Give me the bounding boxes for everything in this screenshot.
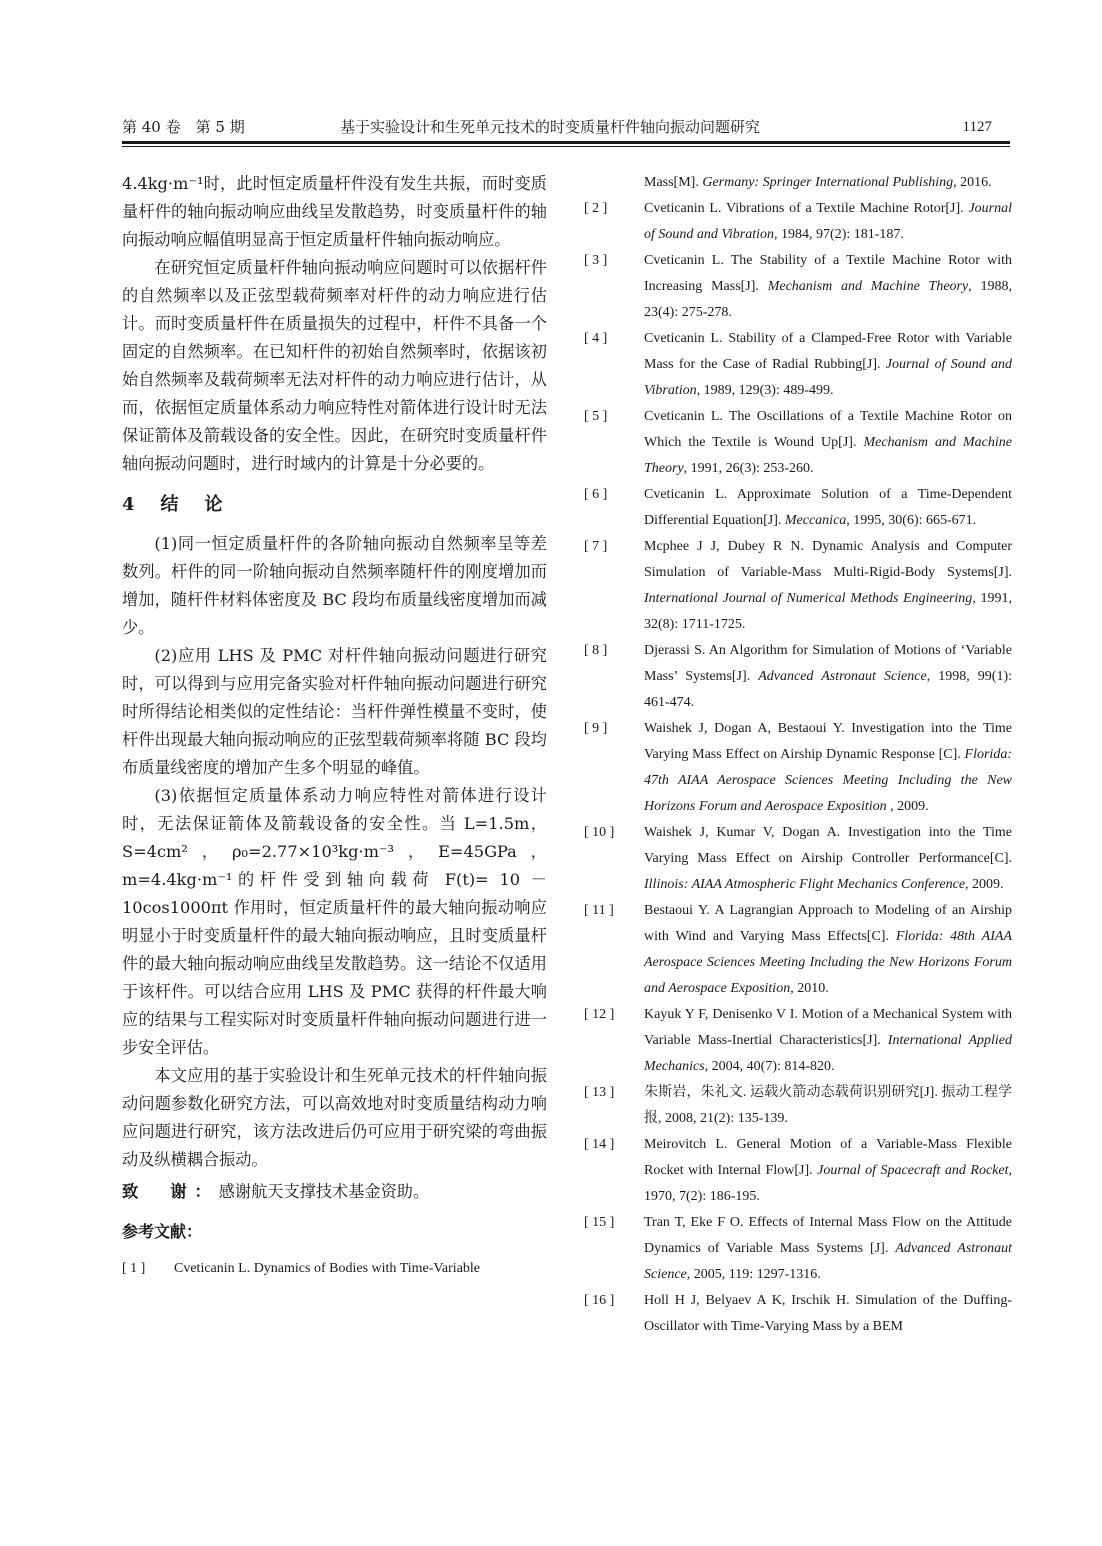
reference-source: Germany: Springer International Publishing (702, 175, 954, 190)
header-rule-thick (122, 141, 1010, 144)
reference-number: [ 4 ] (584, 331, 608, 346)
reference-text: Cveticanin L. Dynamics of Bodies with Time-Variable (174, 1261, 481, 1276)
reference-number: [ 5 ] (584, 409, 608, 424)
reference-text: Cveticanin L. The Oscillations of a Textile Machine Rotor on Which the Textile is Wound Up[J]. Mechanism and Machine Theory, 1991, 26(3): 253-260. (644, 409, 1012, 476)
reference-item (584, 1002, 1012, 1080)
reference-text: Bestaoui Y. A Lagrangian Approach to Modeling of an Airship with Wind and Varying Mass Effects[C]. Florida: 48th AIAA Aerospace Sciences Meeting Including the New Horizons Forum and Aerospace Exposition, 2010. (644, 903, 1012, 996)
reference-text: Cveticanin L. The Stability of a Textile Machine Rotor with Increasing Mass[J]. Mechanism and Machine Theory, 1988, 23(4): 275-278. (644, 253, 1012, 320)
header-rule-thin (122, 146, 1010, 147)
reference-number: [ 11 ] (584, 903, 614, 918)
reference-number: [ 12 ] (584, 1007, 615, 1022)
reference-item (584, 534, 1012, 638)
reference-item (122, 1256, 547, 1282)
reference-item (584, 898, 1012, 1002)
reference-item (584, 1288, 1012, 1340)
reference-item (584, 482, 1012, 534)
reference-text: Tran T, Eke F O. Effects of Internal Mass Flow on the Attitude Dynamics of Variable Mass Systems [J]. Advanced Astronaut Science, 2005, 119: 1297-1316. (644, 1215, 1012, 1282)
page-number: 1127 (962, 119, 992, 135)
reference-text: Kayuk Y F, Denisenko V I. Motion of a Mechanical System with Variable Mass-Inertial Characteristics[J]. International Applied Mechanics, 2004, 40(7): 814-820. (644, 1007, 1012, 1074)
journal-volume: 第 40 卷 第 5 期 (122, 118, 245, 136)
reference-number: [ 7 ] (584, 539, 608, 554)
reference-text: Djerassi S. An Algorithm for Simulation of Motions of ‘Variable Mass’ Systems[J]. Advanced Astronaut Science, 1998, 99(1): 461-474. (644, 643, 1012, 710)
reference-text: Waishek J, Dogan A, Bestaoui Y. Investigation into the Time Varying Mass Effect on Airship Dynamic Response [C]. Florida: 47th AIAA Aerospace Sciences Meeting Including the New Horizons Forum and Aerospace Exposition , 2009. (644, 721, 1012, 814)
reference-continuation (584, 170, 1012, 196)
reference-text: Mass[M]. (644, 175, 703, 190)
ack-label: 致 谢： (122, 1182, 219, 1201)
acknowledgement (122, 1178, 547, 1206)
reference-item (584, 716, 1012, 820)
reference-item (584, 248, 1012, 326)
ack-text: 感谢航天支撑技术基金资助。 (218, 1182, 430, 1201)
paragraph: 本文应用的基于实验设计和生死单元技术的杆件轴向振动问题参数化研究方法，可以高效地对时变质量结构动力响应问题进行研究，该方法改进后仍可应用于研究梁的弯曲振动及纵横耦合振动。 (122, 1066, 547, 1169)
reference-number: [ 6 ] (584, 487, 608, 502)
reference-detail: , 2016. (953, 175, 992, 190)
reference-text: Cveticanin L. Stability of a Clamped-Free Rotor with Variable Mass for the Case of Radial Rubbing[J]. Journal of Sound and Vibration, 1989, 129(3): 489-499. (644, 331, 1012, 398)
paragraph: 在研究恒定质量杆件轴向振动响应问题时可以依据杆件的自然频率以及正弦型载荷频率对杆件的动力响应进行估计。而时变质量杆件在质量损失的过程中，杆件不具备一个固定的自然频率。在已知杆件的初始自然频率时，依据该初始自然频率及载荷频率无法对杆件的动力响应进行估计，从而，依据恒定质量体系动力响应特性对箭体进行设计时无法保证箭体及箭载设备的安全性。因此，在研究时变质量杆件轴向振动问题时，进行时域内的计算是十分必要的。 (122, 258, 547, 473)
reference-number: [ 13 ] (584, 1085, 615, 1100)
section-heading: 4 结 论 (122, 494, 227, 515)
reference-item (584, 638, 1012, 716)
running-title: 基于实验设计和生死单元技术的时变质量杆件轴向振动问题研究 (340, 118, 761, 136)
reference-text: Holl H J, Belyaev A K, Irschik H. Simulation of the Duffing-Oscillator with Time-Varying Mass by a BEM (644, 1293, 1012, 1334)
conclusion-2: (2)应用 LHS 及 PMC 对杆件轴向振动问题进行研究时，可以得到与应用完备实验对杆件轴向振动问题进行研究时所得结论相类似的定性结论：当杆件弹性模量不变时，使杆件出现最大轴向振动响应的正弦型载荷频率将随 BC 段均布质量线密度的增加产生多个明显的峰值。 (122, 646, 547, 777)
running-header (122, 116, 992, 142)
reference-text: Waishek J, Kumar V, Dogan A. Investigation into the Time Varying Mass Effect on Airship Controller Performance[C]. Illinois: AIAA Atmospheric Flight Mechanics Conference, 2009. (644, 825, 1012, 892)
reference-text: Mcphee J J, Dubey R N. Dynamic Analysis and Computer Simulation of Variable-Mass Multi-Rigid-Body Systems[J]. International Journal of Numerical Methods Engineering, 1991, 32(8): 1711-1725. (644, 539, 1013, 632)
right-column (584, 170, 1012, 1340)
reference-text: Meirovitch L. General Motion of a Variable-Mass Flexible Rocket with Internal Flow[J]. Journal of Spacecraft and Rocket, 1970, 7(2): 186-195. (644, 1137, 1012, 1204)
reference-item (584, 1080, 1012, 1132)
reference-number: [ 14 ] (584, 1137, 615, 1152)
conclusion-3: (3)依据恒定质量体系动力响应特性对箭体进行设计时，无法保证箭体及箭载设备的安全性。当 L=1.5m，S=4cm²，ρ₀=2.77×10³kg·m⁻³，E=45GPa，m=4.4kg·m⁻¹的杆件受到轴向载荷 F(t)= 10 － 10cos1000πt 作用时，恒定质量杆件的最大轴向振动响应明显小于时变质量杆件的最大轴向振动响应，且时变质量杆件的最大轴向振动响应曲线呈发散趋势。这一结论不仅适用于该杆件。可以结合应用 LHS 及 PMC 获得的杆件最大响应的结果与工程实际对时变质量杆件轴向振动问题进行进一步安全评估。 (122, 786, 547, 1057)
reference-number: [ 9 ] (584, 721, 608, 736)
reference-number: [ 15 ] (584, 1215, 615, 1230)
reference-number: [ 8 ] (584, 643, 608, 658)
reference-number: [ 16 ] (584, 1293, 615, 1308)
reference-number: [ 10 ] (584, 825, 615, 840)
reference-item (584, 1132, 1012, 1210)
reference-number: [ 1 ] (122, 1261, 146, 1276)
left-column (122, 170, 547, 1282)
references-heading: 参考文献： (122, 1222, 203, 1241)
reference-item (584, 404, 1012, 482)
reference-number: [ 2 ] (584, 201, 608, 216)
reference-text: 朱斯岩，朱礼文. 运载火箭动态载荷识别研究[J]. 振动工程学报, 2008, 21(2): 135-139. (644, 1085, 1012, 1126)
reference-item (584, 820, 1012, 898)
reference-item (584, 1210, 1012, 1288)
reference-item (584, 196, 1012, 248)
conclusion-1: (1)同一恒定质量杆件的各阶轴向振动自然频率呈等差数列。杆件的同一阶轴向振动自然频率随杆件的刚度增加而增加，随杆件材料体密度及 BC 段均布质量线密度增加而减少。 (122, 534, 547, 637)
reference-text: Cveticanin L. Vibrations of a Textile Machine Rotor[J]. Journal of Sound and Vibration, 1984, 97(2): 181-187. (644, 201, 1012, 242)
reference-item (584, 326, 1012, 404)
paragraph: 4.4kg·m⁻¹时，此时恒定质量杆件没有发生共振，而时变质量杆件的轴向振动响应曲线呈发散趋势，时变质量杆件的轴向振动响应幅值明显高于恒定质量杆件轴向振动响应。 (122, 174, 547, 249)
reference-list (584, 196, 1012, 1340)
reference-text: Cveticanin L. Approximate Solution of a Time-Dependent Differential Equation[J]. Meccanica, 1995, 30(6): 665-671. (644, 487, 1012, 528)
reference-number: [ 3 ] (584, 253, 608, 268)
